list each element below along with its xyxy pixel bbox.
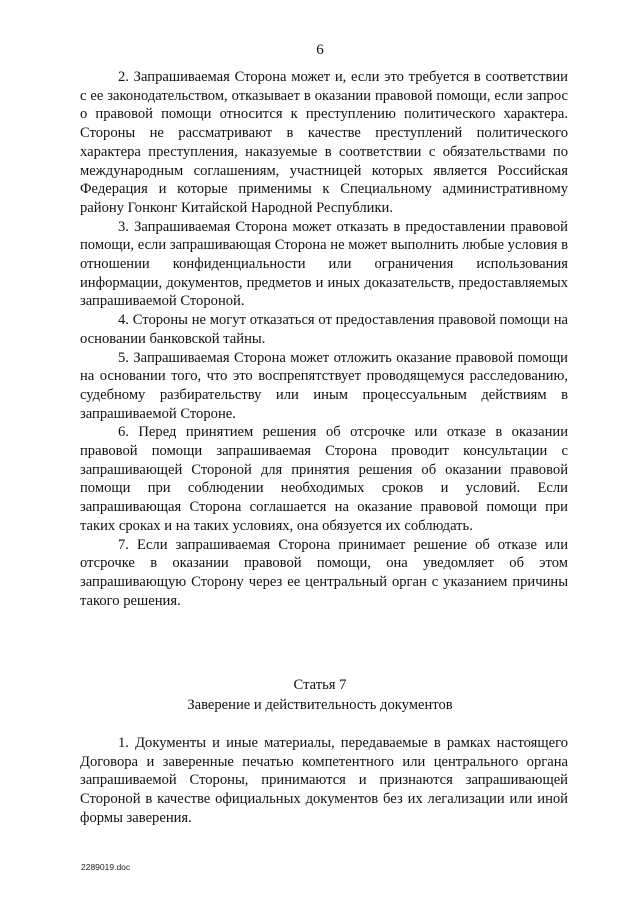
paragraph-7-notification: 7. Если запрашиваемая Сторона принимает решение об отказе или отсрочке в оказании правовой помощи, она уведомляет об этом запрашивающую Сторону через ее центральный орган с указанием причины такого решения. xyxy=(80,536,568,609)
paragraph-6-consultations: 6. Перед принятием решения об отсрочке или отказе в оказании правовой помощи запрашиваемая Сторона проводит консультации с запрашивающей Стороной для принятия решения об оказании правовой помощи при соблюдении необходимых сроков и условий. Если запрашивающая Сторона соглашается на оказание правовой помощи при таких сроках и на таких условиях, она обязуется их соблюдать. xyxy=(80,424,568,534)
article-heading-number: Статья 7 xyxy=(293,677,347,693)
article-paragraph-1: 1. Документы и иные материалы, передаваемые в рамках настоящего Договора и заверенные печатью компетентного или центрального органа запрашиваемой Стороны, принимаются и признаются запрашивающей Стороной в качестве официальных документов без их легализации или иной формы заверения. xyxy=(80,735,568,826)
document-footer-filename: 2289019.doc xyxy=(81,862,131,872)
article-body xyxy=(80,734,568,828)
paragraph-4-bank-secrecy: 4. Стороны не могут отказаться от предоставления правовой помощи на основании банковской тайны. xyxy=(80,312,568,347)
paragraph-3-refusal-confidentiality: 3. Запрашиваемая Сторона может отказать в предоставлении правовой помощи, если запрашивающая Сторона не может выполнить любые условия в отношении конфиденциальности или ограничения использования информации, документов, предметов и иных доказательств, предоставляемых запрашиваемой Стороной. xyxy=(80,218,568,310)
document-body xyxy=(80,68,568,610)
paragraph-2-refusal-political: 2. Запрашиваемая Сторона может и, если это требуется в соответствии с ее законодательством, отказывает в оказании правовой помощи, если запрос о правовой помощи относится к преступлению политического характера. Стороны не рассматривают в качестве преступлений политического характера преступления, наказуемые в соответствии с обязательствами по международным соглашениям, участницей которых является Российская Федерация и которые применимы к Специальному административному району Гонконг Китайской Народной Республики. xyxy=(80,69,568,216)
paragraph-5-postponement: 5. Запрашиваемая Сторона может отложить оказание правовой помощи на основании того, что это воспрепятствует проводящемуся расследованию, судебному разбирательству или иным процессуальным действиям в запрашиваемой Стороне. xyxy=(80,349,568,422)
page-number: 6 xyxy=(316,42,324,58)
article-heading-title: Заверение и действительность документов xyxy=(187,697,453,713)
